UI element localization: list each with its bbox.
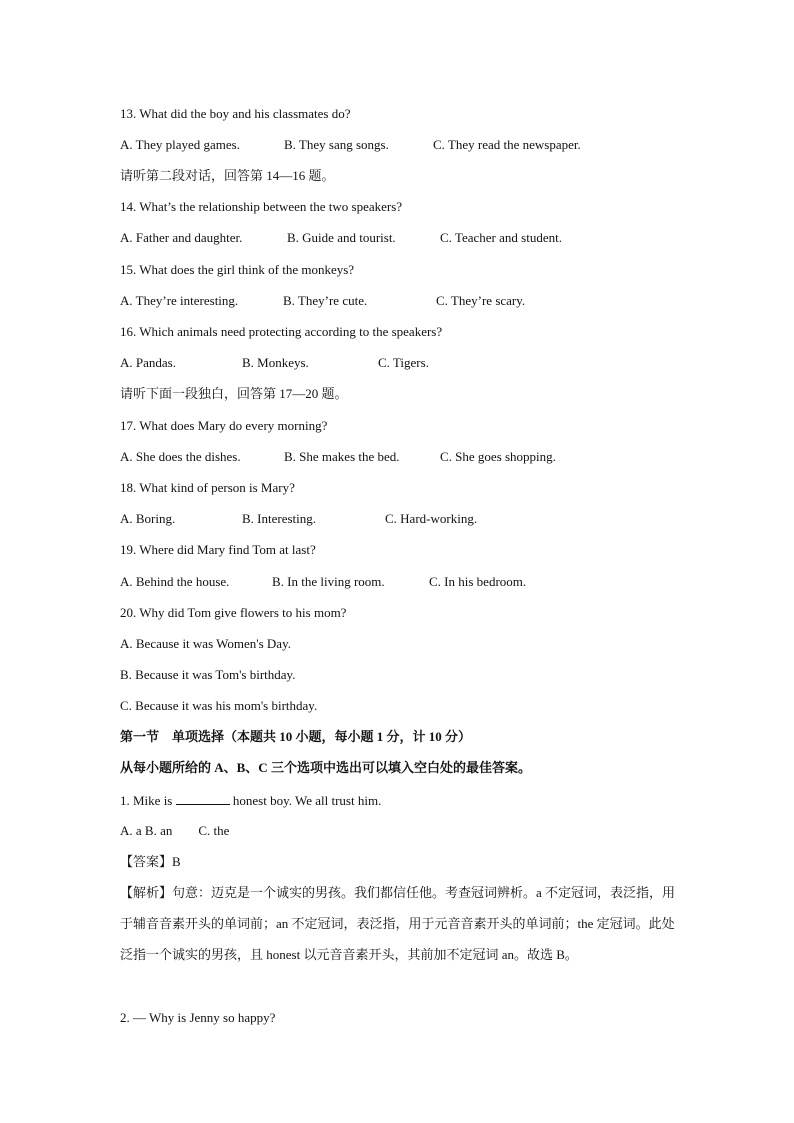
option-a: A. Pandas. xyxy=(120,355,176,370)
mc-1-stem-after: honest boy. We all trust him. xyxy=(232,793,382,808)
mc-1-options: A. a B. an C. the xyxy=(120,823,230,838)
option-a: A. They’re interesting. xyxy=(120,293,239,308)
option-b: B. Monkeys. xyxy=(242,355,309,370)
analysis-paragraph: 【解析】句意：迈克是一个诚实的男孩。我们都信任他。考查冠词辨析。a 不定冠词，表泛指，用于辅音音素开头的单词前；an 不定冠词，表泛指，用于元音音素开头的单词前；the 定冠词。此处泛指一个诚实的男孩，且 honest 以元音音素开头，其前加不定冠词 an。故选 B。 xyxy=(120,885,676,962)
question-20-option-c: C. Because it was his mom's birthday. xyxy=(120,698,318,713)
mc-2-stem: 2. — Why is Jenny so happy? xyxy=(120,1010,276,1025)
option-b: B. Interesting. xyxy=(242,511,317,526)
mc-1-stem-before: 1. Mike is xyxy=(120,793,173,808)
question-18-stem: 18. What kind of person is Mary? xyxy=(120,480,295,495)
option-a: A. Boring. xyxy=(120,511,176,526)
option-a: A. Father and daughter. xyxy=(120,230,243,245)
option-b: B. In the living room. xyxy=(272,574,385,589)
question-17-stem: 17. What does Mary do every morning? xyxy=(120,418,328,433)
option-c: C. In his bedroom. xyxy=(429,574,527,589)
section-2-intro: 请听第二段对话，回答第 14—16 题。 xyxy=(120,168,335,183)
question-13-stem: 13. What did the boy and his classmates do? xyxy=(120,106,351,121)
mc-1-stem xyxy=(120,792,381,809)
question-14-stem: 14. What’s the relationship between the two speakers? xyxy=(120,199,403,214)
option-c: C. Tigers. xyxy=(378,355,429,370)
question-20-option-b: B. Because it was Tom's birthday. xyxy=(120,667,296,682)
part-heading: 第一节 单项选择（本题共 10 小题，每小题 1 分，计 10 分） xyxy=(120,729,472,744)
question-20-stem: 20. Why did Tom give flowers to his mom? xyxy=(120,605,347,620)
option-c: C. Teacher and student. xyxy=(440,230,562,245)
option-c: C. They’re scary. xyxy=(436,293,526,308)
option-a: A. She does the dishes. xyxy=(120,449,241,464)
part-instruction: 从每小题所给的 A、B、C 三个选项中选出可以填入空白处的最佳答案。 xyxy=(120,760,531,775)
option-b: B. Guide and tourist. xyxy=(287,230,396,245)
answer-blank xyxy=(176,792,230,805)
question-19-stem: 19. Where did Mary find Tom at last? xyxy=(120,542,316,557)
option-b: B. She makes the bed. xyxy=(284,449,400,464)
option-b: B. They sang songs. xyxy=(284,137,389,152)
option-c: C. Hard-working. xyxy=(385,511,478,526)
answer-line: 【答案】B xyxy=(120,854,181,869)
question-15-stem: 15. What does the girl think of the monkeys? xyxy=(120,262,355,277)
question-16-stem: 16. Which animals need protecting according to the speakers? xyxy=(120,324,443,339)
option-a: A. They played games. xyxy=(120,137,240,152)
question-20-option-a: A. Because it was Women's Day. xyxy=(120,636,291,651)
option-c: C. She goes shopping. xyxy=(440,449,556,464)
option-b: B. They’re cute. xyxy=(283,293,368,308)
option-a: A. Behind the house. xyxy=(120,574,230,589)
section-3-intro: 请听下面一段独白，回答第 17—20 题。 xyxy=(120,386,348,401)
option-c: C. They read the newspaper. xyxy=(433,137,581,152)
